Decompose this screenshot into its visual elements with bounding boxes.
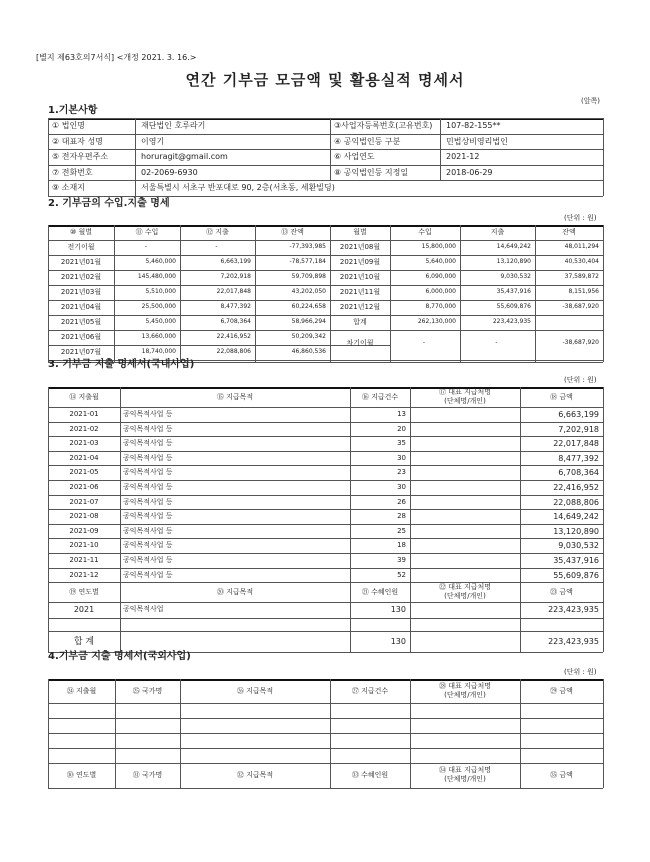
page-title: 연간 기부금 모금액 및 활용실적 명세서 <box>185 71 465 89</box>
column-header: ⑳ 지급목적 <box>216 588 254 597</box>
column-header: ⑰ 대표 지급처명 <box>438 388 492 396</box>
month-cell: 2021년11월 <box>339 288 381 296</box>
amount-cell: 35,437,916 <box>553 556 599 565</box>
purpose-cell: 공익목적사업 등 <box>123 570 173 579</box>
expense-cell: 22,017,848 <box>216 288 251 295</box>
purpose-cell: 공익목적사업 등 <box>123 468 173 477</box>
balance-cell: 8,151,956 <box>568 288 599 295</box>
month-cell: 2021년07월 <box>60 348 102 356</box>
purpose-cell: 공익목적사업 등 <box>123 439 173 448</box>
column-header: ⑪ 수입 <box>135 228 159 236</box>
balance-cell: -38,687,920 <box>562 339 599 346</box>
amount-cell: 13,120,890 <box>553 526 599 536</box>
purpose-cell: 공익목적사업 <box>123 605 164 614</box>
amount-cell: 55,609,876 <box>553 570 599 580</box>
field-value: horuragit@gmail.com <box>141 152 228 161</box>
income-cell: 5,450,000 <box>145 318 176 325</box>
month-cell: 2021년06월 <box>60 333 102 341</box>
column-header: ⑯ 지급건수 <box>361 393 399 401</box>
column-header: (단체명/개인) <box>444 592 486 601</box>
income-cell: 145,480,000 <box>137 273 176 280</box>
total-amount: 223,423,935 <box>548 637 599 647</box>
section3-unit: (단위 : 원) <box>564 376 597 384</box>
purpose-cell: 공익목적사업 등 <box>123 453 173 462</box>
expense-cell: 35,437,916 <box>496 288 531 295</box>
amount-cell: 6,708,364 <box>558 468 599 478</box>
income-cell: 5,510,000 <box>145 288 176 295</box>
field-label: ③사업자등록번호(고유번호) <box>334 121 433 130</box>
balance-cell: -77,393,985 <box>289 243 326 250</box>
amount-cell: 6,663,199 <box>558 410 599 419</box>
field-label: ⑦ 전화번호 <box>52 167 93 177</box>
total-label: 합 계 <box>73 637 95 648</box>
column-header: ㉘ 대표 지급처명 <box>438 682 492 690</box>
form-reference: [별지 제63호의7서식] <개정 2021. 3. 16.> <box>36 53 197 62</box>
month-cell: 2021-04 <box>69 453 99 462</box>
column-header: ⑱ 금액 <box>550 393 573 401</box>
count-cell: 26 <box>397 497 406 506</box>
count-cell: 20 <box>397 424 406 433</box>
amount-cell: 22,416,952 <box>553 483 599 492</box>
column-header: 수입 <box>418 228 432 236</box>
balance-cell: 48,011,294 <box>564 243 599 250</box>
income-cell: 5,640,000 <box>425 258 456 265</box>
column-header: ⑩ 월별 <box>69 228 93 236</box>
section1-title: 1.기본사항 <box>48 105 98 116</box>
month-cell: 2021년03월 <box>60 288 102 296</box>
column-header: ㉝ 수혜인원 <box>351 771 389 779</box>
amount-cell: 14,649,242 <box>553 512 599 522</box>
field-value: 107-82-155** <box>446 121 501 130</box>
section4-title: 4.기부금 지출 명세서(국외사업) <box>48 651 191 662</box>
month-cell: 차기이월 <box>346 339 374 347</box>
purpose-cell: 공익목적사업 등 <box>123 483 173 491</box>
field-value: 민법상비영리법인 <box>446 136 508 146</box>
amount-cell: 22,017,848 <box>553 439 599 449</box>
balance-cell: -78,577,184 <box>289 258 326 265</box>
count-cell: 28 <box>397 512 406 521</box>
amount-cell: 9,030,532 <box>558 541 599 551</box>
field-label: ⑤ 전자우편주소 <box>52 152 109 161</box>
field-value: 2018-06-29 <box>446 167 493 177</box>
month-cell: 2021년04월 <box>60 303 102 311</box>
expense-cell: 8,477,392 <box>220 303 251 310</box>
balance-cell: 50,209,342 <box>291 333 326 340</box>
column-header: ㉕ 국가명 <box>132 687 163 695</box>
expense-cell: - <box>495 339 498 346</box>
month-cell: 2021-10 <box>69 541 99 550</box>
expense-cell: 14,649,242 <box>496 243 531 250</box>
month-cell: 2021-02 <box>69 424 99 433</box>
column-header: ㉖ 지급목적 <box>236 687 274 695</box>
count-cell: 30 <box>397 483 406 491</box>
amount-cell: 8,477,392 <box>558 453 599 463</box>
column-header: ㉒ 대표 지급처명 <box>438 583 492 592</box>
balance-cell: 40,530,404 <box>564 258 599 265</box>
purpose-cell: 공익목적사업 등 <box>123 512 173 521</box>
count-cell: 52 <box>397 570 406 579</box>
expense-cell: - <box>215 243 218 250</box>
field-value: 재단법인 호루라기 <box>141 121 206 130</box>
total-count: 130 <box>390 637 406 647</box>
income-cell: - <box>144 243 148 250</box>
column-header: ㉙ 금액 <box>550 687 573 695</box>
count-cell: 39 <box>397 556 406 564</box>
count-cell: 25 <box>397 526 406 535</box>
balance-cell: 59,709,898 <box>291 273 326 280</box>
column-header: ㉟ 금액 <box>550 771 573 779</box>
income-cell: 8,770,000 <box>425 303 456 310</box>
column-header: 잔액 <box>562 228 576 236</box>
balance-cell: -38,687,920 <box>562 303 599 310</box>
purpose-cell: 공익목적사업 등 <box>123 541 173 550</box>
amount-cell: 223,423,935 <box>548 605 599 615</box>
column-header: (단체명/개인) <box>444 691 486 699</box>
income-cell: - <box>422 339 426 346</box>
field-label: ② 대표자 성명 <box>52 136 103 146</box>
page-side: (앞쪽) <box>581 97 600 105</box>
month-cell: 2021-06 <box>69 483 99 491</box>
count-cell: 35 <box>397 439 406 448</box>
address-label: ⑨ 소재지 <box>52 183 85 192</box>
count-cell: 30 <box>397 453 406 462</box>
column-header: ⑮ 지급목적 <box>216 393 254 401</box>
column-header: ⑲ 연도별 <box>69 588 99 597</box>
month-cell: 2021년01월 <box>60 258 102 266</box>
expense-cell: 13,120,890 <box>496 258 531 265</box>
income-cell: 6,090,000 <box>425 273 456 280</box>
column-header: 지출 <box>490 228 505 236</box>
month-cell: 2021-07 <box>69 497 99 506</box>
month-cell: 2021년08월 <box>339 243 381 251</box>
amount-cell: 22,088,806 <box>553 497 599 507</box>
month-cell: 2021-05 <box>69 468 99 477</box>
column-header: 월별 <box>353 228 367 236</box>
income-cell: 5,460,000 <box>145 258 176 265</box>
income-cell: 25,500,000 <box>141 303 176 310</box>
column-header: ㉗ 지급건수 <box>351 687 389 695</box>
balance-cell: 60,224,658 <box>291 303 326 310</box>
amount-cell: 7,202,918 <box>558 424 599 434</box>
count-cell: 23 <box>397 468 406 477</box>
field-label: ⑥ 사업연도 <box>334 152 375 161</box>
count-cell: 13 <box>397 410 406 418</box>
column-header: ㉔ 지출월 <box>66 687 97 695</box>
column-header: ⑫ 지출 <box>206 228 229 236</box>
month-cell: 2021-01 <box>69 410 99 418</box>
expense-cell: 7,202,918 <box>220 273 251 280</box>
column-header: (단체명/개인) <box>444 775 486 783</box>
month-cell: 2021년09월 <box>339 258 381 266</box>
income-cell: 15,800,000 <box>421 243 456 250</box>
expense-cell: 223,423,935 <box>492 318 531 325</box>
year-cell: 2021 <box>73 605 95 615</box>
field-label: ⑧ 공익법인등 지정일 <box>334 167 409 177</box>
income-cell: 6,000,000 <box>425 288 456 295</box>
purpose-cell: 공익목적사업 등 <box>123 424 173 433</box>
column-header: ㉞ 대표 지급처명 <box>438 766 492 774</box>
field-label: ④ 공익법인등 구분 <box>334 136 401 146</box>
field-label: ① 법인명 <box>52 121 85 130</box>
column-header: ㉑ 수혜인원 <box>361 588 399 597</box>
month-cell: 2021-08 <box>69 512 99 521</box>
month-cell: 전기이월 <box>67 243 95 251</box>
expense-cell: 22,088,806 <box>216 348 251 355</box>
column-header: ㉚ 연도별 <box>66 771 97 779</box>
column-header: ㉓ 금액 <box>550 588 573 597</box>
balance-cell: 37,589,872 <box>564 273 599 280</box>
month-cell: 2021년02월 <box>60 273 102 281</box>
purpose-cell: 공익목적사업 등 <box>123 526 173 535</box>
column-header: ⑬ 잔액 <box>281 228 304 236</box>
expense-cell: 55,609,876 <box>496 303 531 310</box>
income-cell: 18,740,000 <box>141 348 176 355</box>
field-value: 02-2069-6930 <box>141 167 198 177</box>
count-cell: 130 <box>390 605 406 615</box>
field-value: 2021-12 <box>446 152 480 161</box>
section2-unit: (단위 : 원) <box>564 214 597 222</box>
column-header: ㉛ 국가명 <box>132 771 163 779</box>
address-value: 서울특별시 서초구 반포대로 90, 2층(서초동, 세환빌딩) <box>141 183 335 192</box>
month-cell: 2021-11 <box>69 556 99 564</box>
income-cell: 262,130,000 <box>417 318 456 325</box>
income-cell: 13,660,000 <box>141 333 176 340</box>
purpose-cell: 공익목적사업 등 <box>123 497 173 506</box>
balance-cell: 58,966,294 <box>291 318 326 325</box>
month-cell: 2021-09 <box>69 526 99 535</box>
month-cell: 2021년12월 <box>339 303 381 311</box>
month-cell: 2021-03 <box>69 439 99 448</box>
month-cell: 합계 <box>353 318 367 326</box>
month-cell: 2021-12 <box>69 570 99 579</box>
section2-title: 2. 기부금의 수입.지출 명세 <box>48 198 170 209</box>
field-value: 이영기 <box>141 136 165 146</box>
column-header: (단체명/개인) <box>444 397 486 405</box>
section3-title: 3. 기부금 지출 명세서(국내사업) <box>48 359 195 370</box>
expense-cell: 9,030,532 <box>500 273 531 280</box>
expense-cell: 22,416,952 <box>216 333 251 340</box>
section4-unit: (단위 : 원) <box>564 668 597 676</box>
month-cell: 2021년05월 <box>60 318 102 326</box>
expense-cell: 6,708,364 <box>220 318 251 325</box>
column-header: ⑭ 지출월 <box>69 393 99 401</box>
month-cell: 2021년10월 <box>339 273 381 281</box>
balance-cell: 46,860,536 <box>291 348 326 355</box>
count-cell: 18 <box>397 541 406 550</box>
expense-cell: 6,663,199 <box>220 258 251 265</box>
balance-cell: 43,202,050 <box>291 288 326 295</box>
purpose-cell: 공익목적사업 등 <box>123 410 173 418</box>
column-header: ㉜ 지급목적 <box>236 771 274 779</box>
purpose-cell: 공익목적사업 등 <box>123 556 173 564</box>
